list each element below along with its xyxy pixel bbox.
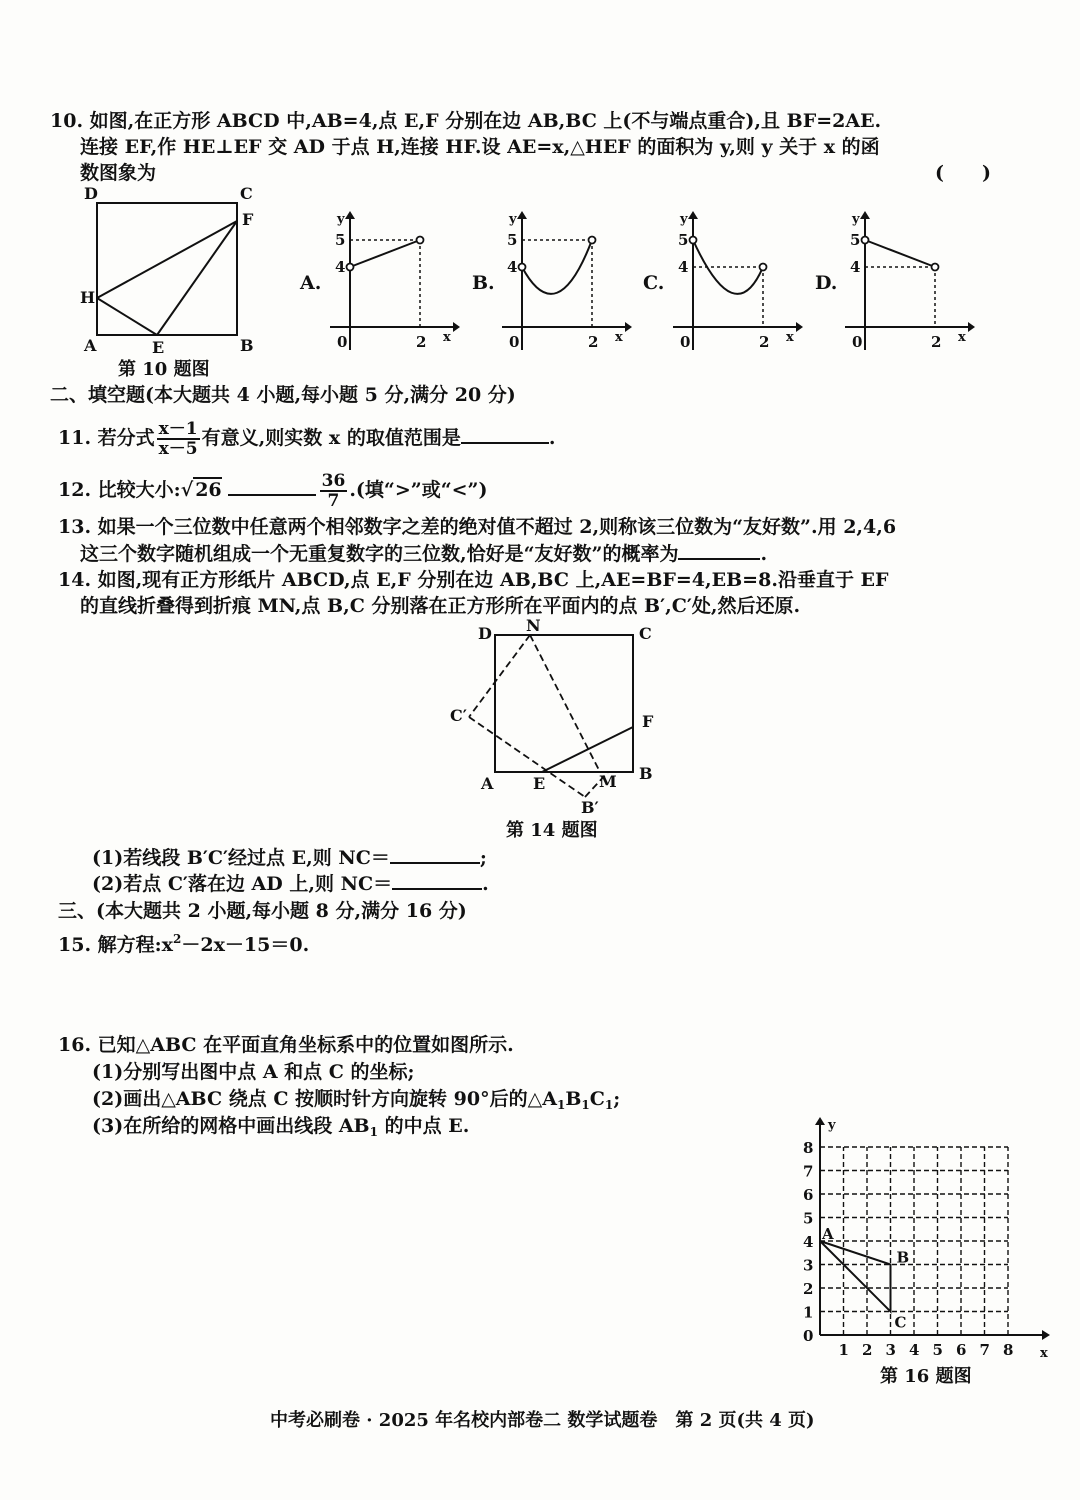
segment-hf bbox=[97, 221, 237, 298]
q12-numerator: 36 bbox=[321, 471, 346, 491]
q12-suffix: .(填“>”或“<”) bbox=[349, 479, 488, 501]
tick-label-2: 2 bbox=[588, 333, 599, 351]
label-f: F bbox=[242, 210, 254, 229]
label-e: E bbox=[533, 774, 546, 793]
q16-line1: 16. 已知△ABC 在平面直角坐标系中的位置如图所示. bbox=[58, 1034, 514, 1056]
origin-label: 0 bbox=[680, 333, 691, 351]
option-b-label: B. bbox=[472, 272, 495, 294]
open-endpoint-start bbox=[862, 237, 869, 244]
tick-label-2: 2 bbox=[759, 333, 770, 351]
q11-answer-blank[interactable] bbox=[461, 424, 549, 444]
x-axis-arrow bbox=[1042, 1330, 1050, 1340]
q14-sub1-blank[interactable] bbox=[390, 844, 480, 864]
q13-line1: 13. 如果一个三位数中任意两个相邻数字之差的绝对值不超过 2,则称该三位数为“友好数”.用 2,4,6 bbox=[58, 516, 897, 538]
q12-prefix: 12. 比较大小: bbox=[58, 479, 181, 501]
q10-caption: 第 10 题图 bbox=[118, 359, 210, 380]
q10-line1: 10. 如图,在正方形 ABCD 中,AB=4,点 E,F 分别在边 AB,BC 上(不与端点重合),且 BF=2AE. bbox=[50, 110, 882, 132]
q14-sub1 bbox=[92, 844, 487, 871]
y-tick-label: 4 bbox=[803, 1233, 814, 1251]
q12-radicand: 26 bbox=[195, 479, 222, 501]
x-tick-label: 5 bbox=[932, 1341, 943, 1359]
label-b: B bbox=[240, 336, 254, 355]
q11-prefix: 11. 若分式 bbox=[58, 427, 155, 449]
x-tick-label: 8 bbox=[1003, 1341, 1014, 1359]
x-tick-label: 1 bbox=[838, 1341, 849, 1359]
segment-nc-prime bbox=[469, 635, 530, 717]
q12-fraction bbox=[320, 472, 348, 510]
square-abcd bbox=[97, 203, 237, 335]
y-axis-arrow bbox=[815, 1117, 825, 1125]
x-tick-label: 7 bbox=[979, 1341, 990, 1359]
y-axis-arrow bbox=[688, 211, 698, 219]
option-c-label: C. bbox=[643, 272, 665, 294]
q16-sub2-s1: 1 bbox=[556, 1098, 566, 1112]
tick-label-4: 4 bbox=[678, 258, 689, 276]
x-axis-label: x bbox=[615, 330, 623, 345]
section-3-title: 三、(本大题共 2 小题,每小题 8 分,满分 16 分) bbox=[58, 900, 467, 922]
label-b-prime: B′ bbox=[581, 798, 599, 815]
tick-label-4: 4 bbox=[850, 258, 861, 276]
q14-sub2-end: . bbox=[482, 873, 489, 895]
page-footer: 中考必刷卷 · 2025 年名校内部卷二 数学试题卷 第 2 页(共 4 页) bbox=[270, 1410, 815, 1431]
x-axis-arrow bbox=[625, 322, 632, 332]
x-axis-label: x bbox=[958, 330, 966, 345]
q14-caption: 第 14 题图 bbox=[506, 820, 598, 841]
q13-end: . bbox=[760, 543, 768, 565]
q14-line2: 的直线折叠得到折痕 MN,点 B,C 分别落在正方形所在平面内的点 B′,C′处,然后还原. bbox=[80, 595, 801, 617]
y-tick-label: 0 bbox=[803, 1327, 814, 1345]
function-curve bbox=[693, 240, 763, 294]
q14-sub2-text: (2)若点 C′落在边 AD 上,则 NC＝ bbox=[92, 873, 393, 895]
label-e: E bbox=[152, 338, 165, 357]
function-curve bbox=[865, 240, 935, 267]
q12-denominator: 7 bbox=[327, 491, 340, 511]
q16-sub2-c: C bbox=[589, 1088, 605, 1110]
x-tick-label: 3 bbox=[885, 1341, 896, 1359]
y-axis-arrow bbox=[517, 211, 527, 219]
q16-sub1: (1)分别写出图中点 A 和点 C 的坐标; bbox=[92, 1061, 415, 1083]
tick-label-5: 5 bbox=[850, 231, 861, 249]
open-endpoint-end bbox=[589, 237, 596, 244]
y-tick-label: 7 bbox=[803, 1162, 814, 1181]
open-endpoint-end bbox=[932, 264, 939, 271]
y-tick-label: 5 bbox=[803, 1209, 814, 1228]
q14-sub2-blank[interactable] bbox=[392, 870, 482, 890]
label-a: A bbox=[84, 336, 97, 355]
label-h: H bbox=[80, 288, 96, 307]
label-b: B bbox=[639, 764, 653, 783]
q15-exponent: 2 bbox=[173, 932, 182, 946]
y-axis-label: y bbox=[852, 212, 860, 227]
q11-numerator: x－1 bbox=[158, 419, 198, 439]
q16-sub3 bbox=[92, 1113, 469, 1145]
q12 bbox=[58, 470, 487, 510]
q16-sub2-s2: 1 bbox=[581, 1098, 590, 1112]
segment-he bbox=[97, 298, 157, 335]
label-c: C bbox=[639, 624, 652, 643]
segment-ef bbox=[542, 727, 633, 772]
option-c-graph bbox=[668, 205, 803, 355]
open-endpoint-start bbox=[519, 264, 526, 271]
q16-sub3-s: 1 bbox=[369, 1125, 378, 1139]
origin-label: 0 bbox=[337, 333, 348, 351]
q13-line2-text: 这三个数字随机组成一个无重复数字的三位数,恰好是“友好数”的概率为 bbox=[80, 543, 679, 565]
point-label-a: A bbox=[822, 1225, 834, 1243]
y-axis-label: y bbox=[828, 1118, 836, 1133]
tick-label-5: 5 bbox=[507, 231, 518, 249]
q14-sub2 bbox=[92, 870, 489, 897]
tick-label-5: 5 bbox=[335, 231, 346, 249]
point-label-b: B bbox=[896, 1248, 910, 1267]
option-b-graph bbox=[497, 205, 632, 355]
open-endpoint-end bbox=[417, 237, 424, 244]
q10-line2: 连接 EF,作 HE⊥EF 交 AD 于点 H,连接 HF.设 AE=x,△HEF 的面积为 y,则 y 关于 x 的函 bbox=[80, 136, 880, 158]
label-f: F bbox=[642, 712, 654, 731]
tick-label-2: 2 bbox=[931, 333, 942, 351]
segment-ef bbox=[157, 221, 237, 335]
q16-sub2-a: (2)画出△ABC 绕点 C 按顺时针方向旋转 90°后的△A bbox=[92, 1088, 557, 1110]
tick-label-4: 4 bbox=[335, 258, 346, 276]
label-n: N bbox=[526, 616, 541, 635]
q14-figure bbox=[445, 615, 665, 815]
x-axis-arrow bbox=[453, 322, 460, 332]
y-tick-label: 1 bbox=[803, 1303, 814, 1322]
option-d-graph bbox=[840, 205, 975, 355]
function-curve bbox=[522, 240, 592, 294]
y-axis-label: y bbox=[337, 212, 345, 227]
function-curve bbox=[350, 240, 420, 267]
q10-square-figure bbox=[70, 185, 270, 360]
label-d: D bbox=[478, 624, 492, 643]
open-endpoint-end bbox=[760, 264, 767, 271]
y-axis-arrow bbox=[345, 211, 355, 219]
y-tick-label: 2 bbox=[803, 1280, 814, 1298]
q11-suffix: 有意义,则实数 x 的取值范围是 bbox=[201, 427, 461, 449]
triangle-abc bbox=[820, 1241, 891, 1312]
open-endpoint-start bbox=[690, 237, 697, 244]
y-axis-label: y bbox=[680, 212, 688, 227]
q16-caption: 第 16 题图 bbox=[880, 1366, 972, 1387]
x-axis-label: x bbox=[443, 330, 451, 345]
q15 bbox=[58, 926, 309, 958]
q16-sub2-d: ; bbox=[613, 1088, 621, 1110]
q15-suffix: －2x－15＝0. bbox=[181, 934, 310, 956]
tick-label-2: 2 bbox=[416, 333, 427, 351]
q10-answer-bracket: ( ) bbox=[935, 162, 991, 184]
tick-label-4: 4 bbox=[507, 258, 518, 276]
q10-line3: 数图象为 bbox=[80, 162, 157, 184]
q11 bbox=[58, 418, 555, 458]
q11-end: . bbox=[548, 427, 556, 449]
x-axis-label: x bbox=[1040, 1346, 1048, 1361]
x-tick-label: 6 bbox=[956, 1341, 967, 1359]
sqrt-sign: √ bbox=[180, 479, 194, 501]
crease-mn bbox=[530, 635, 600, 772]
q16-sub2-b: B bbox=[565, 1088, 582, 1110]
x-axis-arrow bbox=[968, 322, 975, 332]
q15-prefix: 15. 解方程:x bbox=[58, 934, 174, 956]
option-a-graph bbox=[325, 205, 460, 355]
open-endpoint-start bbox=[347, 264, 354, 271]
q16-coordinate-grid bbox=[790, 1115, 1060, 1365]
x-axis-arrow bbox=[796, 322, 803, 332]
y-tick-label: 3 bbox=[803, 1256, 814, 1275]
q16-sub3-b: 的中点 E. bbox=[377, 1115, 470, 1137]
x-tick-label: 2 bbox=[862, 1341, 873, 1359]
y-tick-label: 8 bbox=[803, 1139, 814, 1157]
q16-sub2-s3: 1 bbox=[604, 1098, 614, 1112]
x-tick-label: 4 bbox=[909, 1341, 920, 1359]
q13-answer-blank[interactable] bbox=[678, 540, 760, 560]
q11-denominator: x－5 bbox=[158, 439, 198, 459]
y-axis-label: y bbox=[509, 212, 517, 227]
label-c: C bbox=[240, 185, 253, 203]
label-a: A bbox=[481, 774, 494, 793]
y-tick-label: 6 bbox=[803, 1186, 814, 1204]
q16-sub3-a: (3)在所给的网格中画出线段 AB bbox=[92, 1115, 370, 1137]
tick-label-5: 5 bbox=[678, 231, 689, 249]
label-d: D bbox=[84, 185, 98, 203]
label-m: M bbox=[599, 772, 617, 791]
y-axis-arrow bbox=[860, 211, 870, 219]
q13-line2 bbox=[80, 540, 767, 567]
x-axis-label: x bbox=[786, 330, 794, 345]
option-a-label: A. bbox=[300, 272, 322, 294]
section-2-title: 二、填空题(本大题共 4 小题,每小题 5 分,满分 20 分) bbox=[50, 384, 516, 406]
q14-sub1-text: (1)若线段 B′C′经过点 E,则 NC＝ bbox=[92, 847, 390, 869]
origin-label: 0 bbox=[852, 333, 863, 351]
q14-line1: 14. 如图,现有正方形纸片 ABCD,点 E,F 分别在边 AB,BC 上,AE=BF=4,EB=8.沿垂直于 EF bbox=[58, 569, 889, 591]
origin-label: 0 bbox=[509, 333, 520, 351]
q14-sub1-end: ; bbox=[479, 847, 487, 869]
label-c-prime: C′ bbox=[450, 706, 467, 725]
point-label-c: C bbox=[894, 1313, 907, 1332]
q11-fraction bbox=[157, 420, 200, 458]
q12-answer-blank[interactable] bbox=[228, 476, 316, 496]
option-d-label: D. bbox=[815, 272, 838, 294]
